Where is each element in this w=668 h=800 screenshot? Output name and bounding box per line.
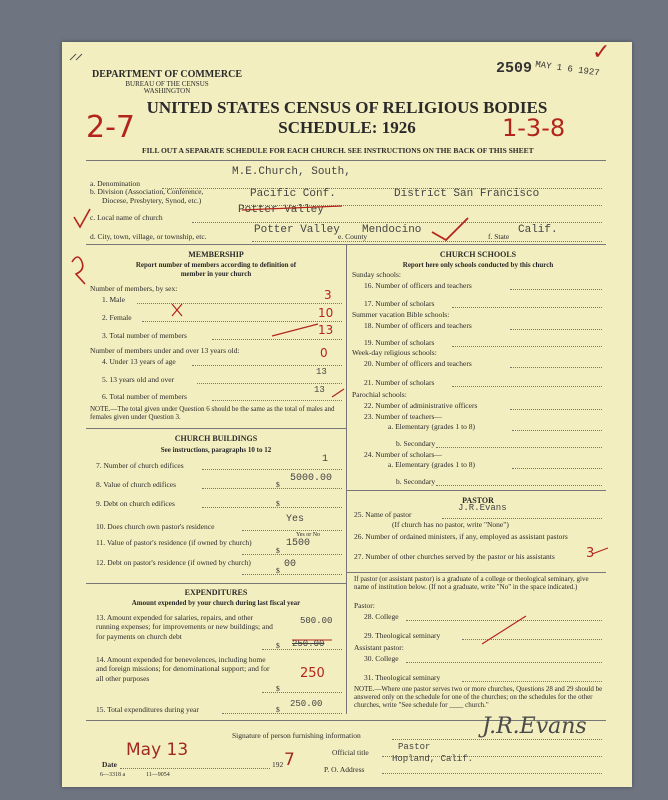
official-title-value: Pastor (398, 742, 431, 752)
q10-value: Yes (286, 514, 305, 525)
q5-label: 5. 13 years old and over (102, 375, 175, 384)
q15-label: 15. Total expenditures during year (96, 705, 199, 714)
q3-tick-mark (272, 324, 318, 336)
q8-dollar: $ (276, 480, 280, 489)
q7-value: 1 (322, 454, 329, 465)
sunday-schools-label: Sunday schools: (352, 270, 401, 279)
membership-intro-2: member in your church (180, 270, 252, 278)
local-name-value: Potter Valley (238, 204, 324, 216)
bureau-name: BUREAU OF THE CENSUS (125, 79, 209, 88)
buildings-title: CHURCH BUILDINGS (174, 434, 258, 443)
q24b-label: b. Secondary (396, 477, 436, 486)
q1-label: 1. Male (102, 295, 125, 304)
county-check-mark (432, 218, 468, 240)
q24a-label: a. Elementary (grades 1 to 8) (388, 460, 476, 469)
q17-label: 17. Number of scholars (364, 299, 435, 308)
schools-intro: Report here only schools conducted by this church (402, 261, 554, 269)
q2-cross-mark (172, 304, 182, 316)
signature-label: Signature of person furnishing information (232, 731, 361, 740)
q27-value: 3 (586, 546, 595, 561)
division-label-2: Diocese, Presbytery, Synod, etc.) (102, 196, 202, 205)
q25-value: J.R.Evans (458, 503, 507, 513)
po-address-value: Hopland, Calif. (392, 754, 474, 764)
denomination-label: a. Denomination (90, 179, 140, 188)
q18-label: 18. Number of officers and teachers (364, 321, 472, 330)
pastor-label: Pastor: (354, 601, 375, 610)
city-label: d. City, town, village, or township, etc. (90, 232, 207, 241)
q4-value: 0 (320, 346, 328, 360)
city-value: Potter Valley (254, 224, 340, 236)
county-value: Mendocino (362, 224, 422, 236)
q10-label: 10. Does church own pastor's residence (96, 522, 215, 531)
q8-value: 5000.00 (290, 473, 333, 484)
q9-label: 9. Debt on church edifices (96, 499, 175, 508)
margin-r-mark (72, 257, 85, 284)
local-name-label: c. Local name of church (90, 213, 163, 222)
members-by-age-label: Number of members under and over 13 years old: (90, 346, 240, 355)
division-label: b. Division (Association, Conference, (90, 187, 204, 196)
form-number-2: 11—9054 (146, 772, 170, 778)
census-schedule-sheet (62, 42, 632, 787)
q9-dollar: $ (276, 499, 280, 508)
q13-struck-value: 250.00 (292, 639, 325, 649)
q3-label: 3. Total number of members (102, 331, 187, 340)
form-number: 6—3318 a (100, 772, 126, 778)
q22-label: 22. Number of administrative officers (364, 401, 478, 410)
handwritten-code-right: 1-3-8 (502, 114, 566, 142)
q11-value: 1500 (286, 538, 311, 549)
margin-check-mark (74, 209, 90, 227)
members-by-sex-label: Number of members, by sex: (90, 284, 178, 293)
state-value: Calif. (518, 224, 558, 236)
date-value: May 13 (126, 740, 189, 760)
form-subtitle: SCHEDULE: 1926 (278, 118, 416, 137)
department-name: DEPARTMENT OF COMMERCE (92, 69, 243, 80)
q16-label: 16. Number of officers and teachers (364, 281, 472, 290)
q28-label: 28. College (364, 612, 399, 621)
year-label: 192 (272, 760, 284, 769)
q13-label: 13. Amount expended for salaries, repairs, and other running expenses; for improvements or new buildings; and for payments on church debt (96, 613, 273, 641)
q31-label: 31. Theological seminary (364, 673, 441, 682)
membership-note: NOTE.—The total given under Question 6 should be the same as the total of males and females given under Question 3. (90, 405, 335, 422)
yes-no-hint: Yes or No (296, 532, 321, 538)
expenditures-sub: Amount expended by your church during last fiscal year (131, 599, 301, 607)
q11-dollar: $ (276, 546, 280, 555)
po-address-label: P. O. Address (324, 765, 365, 774)
corner-tick-marks (70, 54, 82, 60)
q30-label: 30. College (364, 654, 399, 663)
q14-label: 14. Amount expended for benevolences, including home and foreign missions; for denominational support; and for all other purposes (96, 655, 270, 683)
instructions-line: FILL OUT A SEPARATE SCHEDULE FOR EACH CHURCH. SEE INSTRUCTIONS ON THE BACK OF THIS SHEET (142, 146, 534, 155)
q19-label: 19. Number of scholars (364, 338, 435, 347)
form-title: UNITED STATES CENSUS OF RELIGIOUS BODIES (146, 98, 548, 117)
q8-label: 8. Value of church edifices (96, 480, 177, 489)
pastor-note: NOTE.—Where one pastor serves two or more churches, Questions 28 and 29 should be answered only on the schedule for one of the churches; on the schedules for the other churches, write "See schedule for ____ church." (354, 685, 603, 710)
q5-value: 13 (316, 367, 327, 377)
q29-slash-mark (482, 616, 526, 644)
state-label: f. State (488, 232, 510, 241)
q13-dollar: $ (276, 641, 280, 650)
q14-value: 250 (300, 666, 325, 681)
q25-note: (If church has no pastor, write "None") (392, 520, 509, 529)
local-name-underline (242, 206, 342, 210)
q23-label: 23. Number of teachers— (364, 412, 442, 421)
q14-dollar: $ (276, 684, 280, 693)
stamp-number: 2509 (496, 60, 533, 77)
handwritten-code-left: 2-7 (86, 110, 135, 145)
pastor-title: PASTOR (462, 496, 494, 505)
q21-label: 21. Number of scholars (364, 378, 435, 387)
membership-intro-1: Report number of members according to definition of (135, 261, 297, 269)
q6-tick-mark (332, 389, 344, 397)
q24-label: 24. Number of scholars— (364, 450, 442, 459)
q11-label: 11. Value of pastor's residence (if owned by church) (96, 538, 252, 547)
date-label: Date (102, 760, 117, 769)
weekday-schools-label: Week-day religious schools: (352, 348, 437, 357)
q7-label: 7. Number of church edifices (96, 461, 184, 470)
q15-value: 250.00 (290, 699, 323, 709)
summer-schools-label: Summer vacation Bible schools: (352, 310, 450, 319)
county-label: e. County (338, 232, 368, 241)
q27-tick-mark (592, 548, 608, 554)
official-title-label: Official title (332, 748, 369, 757)
bureau-city: WASHINGTON (143, 86, 191, 95)
corner-check-mark: ✓ (592, 40, 611, 65)
assistant-pastor-label: Assistant pastor: (354, 643, 404, 652)
q23b-label: b. Secondary (396, 439, 436, 448)
q29-label: 29. Theological seminary (364, 631, 441, 640)
q3-value: 13 (318, 323, 334, 337)
q12-value: 00 (284, 559, 297, 570)
signature-value: J.R.Evans (482, 714, 587, 739)
division-value: Pacific Conf. (250, 188, 336, 200)
q4-label: 4. Under 13 years of age (102, 357, 176, 366)
expenditures-title: EXPENDITURES (184, 588, 248, 597)
denomination-value: M.E.Church, South, (232, 166, 351, 178)
district-value: District San Francisco (394, 188, 540, 200)
q26-label: 26. Number of ordained ministers, if any, employed as assistant pastors (354, 532, 568, 541)
parochial-schools-label: Parochial schools: (352, 390, 407, 399)
year-hand-value: 7 (284, 750, 295, 770)
q6-label: 6. Total number of members (102, 392, 187, 401)
q15-dollar: $ (276, 705, 280, 714)
graduate-note: If pastor (or assistant pastor) is a graduate of a college or theological seminary, give name of institution below. (If not a graduate, write "No" in the space indicated.) (354, 575, 589, 592)
handwritten-marks (62, 42, 632, 787)
q2-label: 2. Female (102, 313, 132, 322)
q23a-label: a. Elementary (grades 1 to 8) (388, 422, 476, 431)
membership-title: MEMBERSHIP (188, 250, 244, 259)
q6-value: 13 (314, 385, 325, 395)
schools-title: CHURCH SCHOOLS (439, 250, 517, 259)
q1-value: 3 (324, 288, 332, 302)
q2-value: 10 (318, 306, 334, 320)
q25-label: 25. Name of pastor (354, 510, 412, 519)
q13-value: 500.00 (300, 616, 333, 626)
buildings-sub: See instructions, paragraphs 10 to 12 (160, 446, 272, 454)
q27-label: 27. Number of other churches served by the pastor or his assistants (354, 552, 555, 561)
stamp-date: MAY 1 6 1927 (534, 59, 601, 79)
q12-label: 12. Debt on pastor's residence (if owned by church) (96, 558, 251, 567)
q20-label: 20. Number of officers and teachers (364, 359, 472, 368)
q12-dollar: $ (276, 566, 280, 575)
